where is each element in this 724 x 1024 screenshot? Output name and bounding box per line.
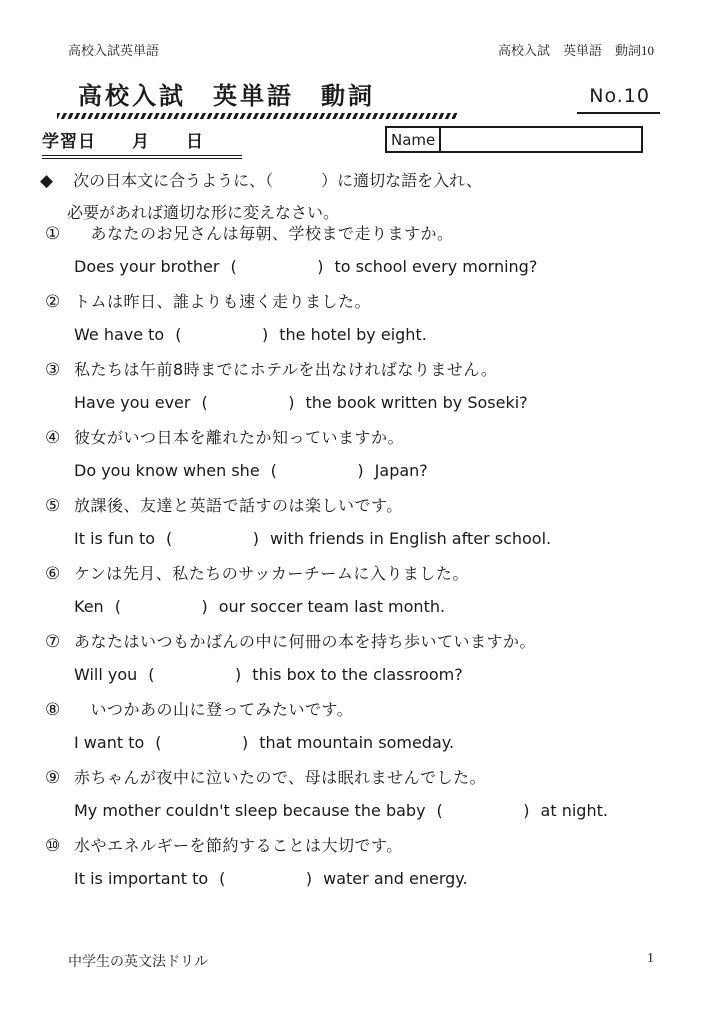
item-number: ⑤ <box>45 496 61 516</box>
paren-open: ( <box>155 733 162 752</box>
answer-blank <box>148 662 241 687</box>
question-item <box>45 562 688 619</box>
item-english-after: our soccer team last month. <box>218 597 446 616</box>
item-number: ① <box>45 224 61 244</box>
item-english-after: water and energy. <box>323 869 468 888</box>
answer-blank <box>219 866 312 891</box>
answer-blank <box>166 526 259 551</box>
paren-open: ( <box>270 461 277 480</box>
item-english-after: Japan? <box>374 461 428 480</box>
paren-close: ) <box>523 801 530 820</box>
paren-close: ) <box>305 869 313 888</box>
instruction-line2: 必要があれば適切な形に変えなさい。 <box>67 203 340 222</box>
item-english-before: It is important to <box>74 869 209 888</box>
item-japanese: 放課後、友達と英語で話すのは楽しいです。 <box>74 496 403 515</box>
paren-open: ( <box>166 529 173 548</box>
item-japanese: 彼女がいつ日本を離れたか知っていますか。 <box>74 428 405 447</box>
item-number: ④ <box>45 428 61 448</box>
diamond-bullet-icon: ◆ <box>40 171 54 191</box>
item-japanese: 水やエネルギーを節約することは大切です。 <box>74 836 403 855</box>
answer-blank <box>115 594 208 619</box>
paren-open: ( <box>201 393 208 412</box>
item-number: ⑩ <box>45 836 61 856</box>
name-box <box>385 126 643 153</box>
running-header <box>68 40 654 59</box>
question-item <box>45 222 688 279</box>
paren-close: ) <box>317 257 324 276</box>
item-english-after: this box to the classroom? <box>252 665 463 684</box>
item-japanese: 赤ちゃんが夜中に泣いたので、母は眠れませんでした。 <box>74 768 487 787</box>
paren-open: ( <box>219 869 226 888</box>
item-english-before: I want to <box>74 733 145 752</box>
item-japanese: いつかあの山に登ってみたいです。 <box>74 700 354 719</box>
answer-blank <box>155 730 248 755</box>
paren-close: ) <box>288 393 295 412</box>
page-number: 1 <box>647 951 654 966</box>
question-item <box>45 834 688 891</box>
item-japanese: トムは昨日、誰よりも速く走りました。 <box>74 292 372 311</box>
item-japanese: あなたのお兄さんは毎朝、学校まで走りますか。 <box>74 224 454 243</box>
item-english-before: Will you <box>74 665 138 684</box>
item-english-after: with friends in English after school. <box>270 529 552 548</box>
title-block <box>57 82 457 119</box>
question-item <box>45 494 688 551</box>
item-english-before: We have to <box>74 325 165 344</box>
question-item <box>45 358 688 415</box>
question-item <box>45 426 688 483</box>
item-english-before: Have you ever <box>74 393 191 412</box>
item-english-before: My mother couldn't sleep because the baby <box>74 801 426 820</box>
paren-close: ) <box>261 325 269 344</box>
name-label: Name <box>387 128 441 151</box>
question-item <box>45 630 688 687</box>
item-english-before: Does your brother <box>74 257 220 276</box>
item-number: ⑨ <box>45 768 61 788</box>
item-english-after: that mountain someday. <box>259 733 455 752</box>
paren-open: ( <box>114 597 121 616</box>
study-date-label: 学習日 月 日 <box>42 127 242 159</box>
header-left-text: 高校入試英単語 <box>68 43 160 58</box>
item-english-before: Do you know when she <box>74 461 260 480</box>
paren-close: ) <box>252 529 260 548</box>
answer-blank <box>230 254 323 279</box>
item-english-before: It is fun to <box>74 529 156 548</box>
paren-close: ) <box>242 733 249 752</box>
page-title: 高校入試 英単語 動詞 <box>78 82 375 110</box>
instruction-line1: 次の日本文に合うように、（ ）に適切な語を入れ、 <box>73 171 483 190</box>
name-field <box>441 128 641 151</box>
answer-blank <box>271 458 364 483</box>
paren-open: ( <box>148 665 155 684</box>
paren-close: ) <box>201 597 208 616</box>
paren-open: ( <box>175 325 182 344</box>
running-footer <box>68 951 654 971</box>
item-english-before: Ken <box>74 597 104 616</box>
item-number: ② <box>45 292 61 312</box>
question-list <box>45 222 688 902</box>
header-right-text: 高校入試 英単語 動詞10 <box>497 43 654 58</box>
item-japanese: ケンは先月、私たちのサッカーチームに入りました。 <box>74 564 469 583</box>
answer-blank <box>437 798 530 823</box>
item-number: ⑦ <box>45 632 61 652</box>
item-number: ⑧ <box>45 700 61 720</box>
paren-close: ) <box>357 461 364 480</box>
answer-blank <box>201 390 294 415</box>
footer-left-text: 中学生の英文法ドリル <box>68 955 208 970</box>
answer-blank <box>175 322 268 347</box>
item-english-after: the hotel by eight. <box>279 325 427 344</box>
sheet-number: No.10 <box>577 85 660 114</box>
item-english-after: at night. <box>540 801 608 820</box>
paren-close: ) <box>235 665 242 684</box>
paren-open: ( <box>436 801 443 820</box>
item-english-after: the book written by Soseki? <box>305 393 528 412</box>
item-number: ⑥ <box>45 564 61 584</box>
item-number: ③ <box>45 360 61 380</box>
question-item <box>45 766 688 823</box>
title-underline-stripe <box>57 113 457 119</box>
question-item <box>45 290 688 347</box>
item-english-after: to school every morning? <box>334 257 538 276</box>
instruction-block <box>40 168 482 223</box>
paren-open: ( <box>230 257 237 276</box>
question-item <box>45 698 688 755</box>
item-japanese: 私たちは午前8時までにホテルを出なければなりません。 <box>74 360 498 379</box>
item-japanese: あなたはいつもかばんの中に何冊の本を持ち歩いていますか。 <box>74 632 537 651</box>
